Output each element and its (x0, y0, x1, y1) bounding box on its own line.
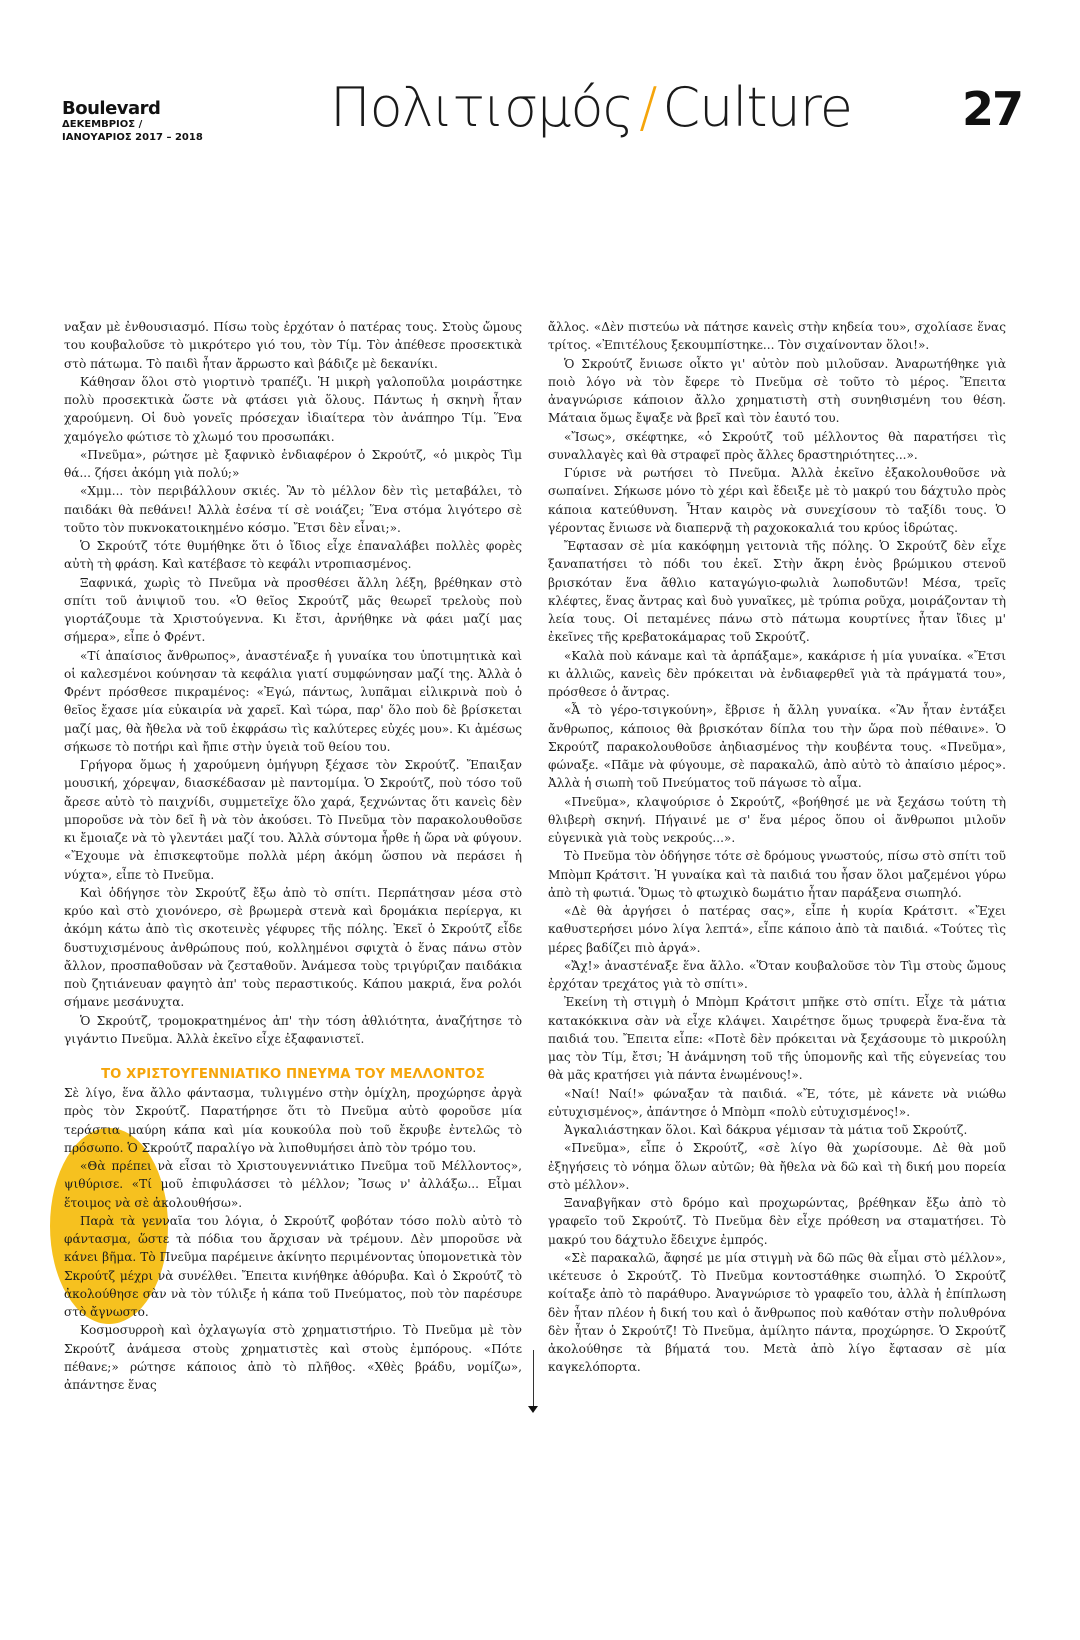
paragraph: Ὁ Σκρούτζ, τρομοκρατημένος ἀπ' τὴν τόση ἀθλιότητα, ἀναζήτησε τὸ γιγάντιο Πνεῦμα. Ἀλλὰ ἐκεῖνο εἶχε ἐξαφανιστεῖ. (64, 1013, 522, 1046)
issue-date-line-2: ΙΑΝΟΥΑΡΙΟΣ 2017 – 2018 (62, 131, 203, 143)
paragraph: ναξαν μὲ ἐνθουσιασμό. Πίσω τοὺς ἐρχόταν ὁ πατέρας τους. Στοὺς ὤμους του κουβαλοῦσε τὸ μικρότερο γιό του, τὸν Τίμ. Τὸν ἀπέθεσε προσεκτικὰ στὸ πάτωμα. Τὸ παιδὶ ἦταν ἄρρωστο καὶ βάδιζε μὲ δεκανίκι. (64, 320, 522, 371)
paragraph: Ξαφνικά, χωρὶς τὸ Πνεῦμα νὰ προσθέσει ἄλλη λέξη, βρέθηκαν στὸ σπίτι τοῦ ἀνιψιοῦ του. «Ὁ θεῖος Σκρούτζ μᾶς θεωρεῖ τρελοὺς ποὺ γιορτάζουμε τὰ Χριστούγεννα. Κι ἔτσι, ἀρνήθηκε νὰ φάει μαζί μας σήμερα», εἶπε ὁ Φρέντ. (64, 575, 522, 645)
paragraph: «Θὰ πρέπει νὰ εἶσαι τὸ Χριστουγεννιάτικο Πνεῦμα τοῦ Μέλλοντος», ψιθύρισε. «Τί μοῦ ἐπιφυλάσσει τὸ μέλλον; Ἴσως ν' ἀλλάξω... Εἶμαι ἕτοιμος νὰ σὲ ἀκολουθήσω». (64, 1159, 522, 1210)
section-subheading: ΤΟ ΧΡΙΣΤΟΥΓΕΝΝΙΑΤΙΚΟ ΠΝΕΥΜΑ ΤΟΥ ΜΕΛΛΟΝΤΟΣ (101, 1067, 485, 1082)
paragraph: Ὁ Σκρούτζ τότε θυμήθηκε ὅτι ὁ ἴδιος εἶχε ἐπαναλάβει πολλὲς φορὲς αὐτὴ τὴ φράση. Καὶ κατέβασε τὸ κεφάλι ντροπιασμένος. (64, 539, 522, 572)
dropcap-block (64, 1084, 522, 1394)
paragraph: «Σὲ παρακαλῶ, ἄφησέ με μία στιγμὴ νὰ δῶ πῶς θὰ εἶμαι στὸ μέλλον», ικέτευσε ὁ Σκρούτζ. Τὸ Πνεῦμα κοντοστάθηκε σιωπηλό. Ὁ Σκρούτζ κοίταξε ἀπὸ τὸ παράθυρο. Ἀναγνώρισε τὸ γραφεῖο του, ἀλλὰ ἡ ἐπίπλωση δὲν ἦταν πλέον ἡ δική του καὶ ὁ ἄνθρωπος ποὺ καθόταν στὴν πολυθρόνα δὲν ἦταν ὁ Σκρούτζ! Τὸ Πνεῦμα, ἀμίλητο πάντα, προχώρησε. Ὁ Σκρούτζ ἀκολούθησε τὰ βήματά του. Μετὰ ἀπὸ λίγο ἔφτασαν σὲ μία καγκελόπορτα. (548, 1250, 1006, 1375)
page-number: 27 (961, 82, 1022, 136)
paragraph: «Ἴσως», σκέφτηκε, «ὁ Σκρούτζ τοῦ μέλλοντος θὰ παρατήσει τὶς συναλλαγὲς καὶ θὰ στραφεῖ πρὸς ἄλλες δραστηριότητες...». (548, 429, 1006, 462)
paragraph: «Πνεῦμα», εἶπε ὁ Σκρούτζ, «σὲ λίγο θὰ χωρίσουμε. Δὲ θὰ μοῦ ἐξηγήσεις τὸ νόημα ὅλων αὐτῶν; θὰ ἤθελα νὰ δῶ καὶ τὴ δική μου πορεία στὸ μέλλον». (548, 1141, 1006, 1192)
paragraph: Ξαναβγῆκαν στὸ δρόμο καὶ προχωρώντας, βρέθηκαν ἔξω ἀπὸ τὸ γραφεῖο τοῦ Σκρούτζ. Τὸ Πνεῦμα δὲν εἶχε πρόθεση να σταματήσει. Τὸ μακρύ του δάχτυλο ἔδειχνε ἐμπρός. (548, 1196, 1006, 1247)
article-column-left (64, 318, 522, 1394)
paragraph: «Ἄχ!» ἀναστέναξε ἕνα ἄλλο. «Ὅταν κουβαλοῦσε τὸν Τὶμ στοὺς ὤμους ἐρχόταν τρεχάτος γιὰ τὸ σπίτι». (548, 958, 1006, 991)
paragraph: «Χμμ... τὸν περιβάλλουν σκιές. Ἂν τὸ μέλλον δὲν τὶς μεταβάλει, τὸ παιδάκι θὰ πεθάνει! Ἀλλὰ ἐσένα τί σὲ νοιάζει; Ἕνα στόμα λιγότερο σὲ τοῦτο τὸν πυκνοκατοικημένο κόσμο. Ἔτσι δὲν εἶναι;». (64, 484, 522, 535)
column-divider-line (533, 1350, 534, 1408)
paragraph: «Τί ἀπαίσιος ἄνθρωπος», ἀναστέναξε ἡ γυναίκα του ὑποτιμητικὰ καὶ οἱ καλεσμένοι κούνησαν τὰ κεφάλια γιατί συμφώνησαν μαζί της. Ἀλλὰ ὁ Φρέντ πρόσθεσε πικραμένος: «Ἐγώ, πάντως, λυπᾶμαι εἰλικρινὰ ποὺ ὁ θεῖος ἔχασε μία εὐκαιρία νὰ χαρεῖ. Καὶ τώρα, παρ' ὅλο ποὺ δὲ βρίσκεται μαζί μας, θὰ ἤθελα νὰ τοῦ ἐκφράσω τὶς καλύτερες εὐχές μου». Κι ἀμέσως σήκωσε τὸ ποτήρι καὶ ἤπιε στὴν ὑγειὰ τοῦ θείου του. (64, 648, 522, 754)
paragraph: Ἀγκαλιάστηκαν ὅλοι. Καὶ δάκρυα γέμισαν τὰ μάτια τοῦ Σκρούτζ. (564, 1123, 968, 1137)
paragraph: Παρὰ τὰ γενναῖα του λόγια, ὁ Σκρούτζ φοβόταν τόσο πολὺ αὐτὸ τὸ φάντασμα, ὥστε τὰ πόδια του ἄρχισαν νὰ τρέμουν. Δὲν μποροῦσε νὰ κάνει βῆμα. Τὸ Πνεῦμα παρέμεινε ἀκίνητο περιμένοντας ὑπομονετικὰ τὸν Σκρούτζ μέχρι νὰ συνέλθει. Ἔπειτα κινήθηκε ἀθόρυβα. Καὶ ὁ Σκρούτζ τὸ ἀκολούθησε σὰν νὰ τὸν τύλιξε ἡ κάπα τοῦ Πνεύματος, ποὺ τὸν παρέσυρε στὸ ἄγνωστο. (64, 1213, 522, 1319)
section-title-greek: Πολιτισμός (330, 76, 634, 139)
section-title-english: Culture (662, 76, 853, 139)
paragraph: Σὲ λίγο, ἕνα ἄλλο φάντασμα, τυλιγμένο στὴν ὁμίχλη, προχώρησε ἀργὰ πρὸς τὸν Σκρούτζ. Παρατήρησε ὅτι τὸ Πνεῦμα αὐτὸ φοροῦσε μία τεράστια μαύρη κάπα καὶ μία κουκούλα ποὺ τοῦ ἔκρυβε ἐντελῶς τὸ πρόσωπο. Ὁ Σκρούτζ παραλίγο νὰ λιποθυμήσει ἀπὸ τὸν τρόμο του. (64, 1086, 522, 1155)
section-title-slash: / (639, 76, 657, 139)
paragraph: «Ἆ τὸ γέρο-τσιγκούνη», ἔβρισε ἡ ἄλλη γυναίκα. «Ἂν ἦταν ἐντάξει ἄνθρωπος, κάποιος θὰ βρισκόταν δίπλα του τὴν ὥρα ποὺ πέθαινε». Ὁ Σκρούτζ παρακολουθοῦσε ἀηδιασμένος τὴν κουβέντα τους. «Πνεῦμα», φώναξε. «Πᾶμε νὰ φύγουμε, σὲ παρακαλῶ, ἀπὸ αὐτὸ τὸ ἀπαίσιο μέρος». Ἀλλὰ ἡ σιωπὴ τοῦ Πνεύματος τοῦ πάγωσε τὸ αἷμα. (548, 703, 1006, 791)
paragraph: Κάθησαν ὅλοι στὸ γιορτινὸ τραπέζι. Ἡ μικρὴ γαλοποῦλα μοιράστηκε πολὺ προσεκτικὰ ὥστε νὰ φτάσει γιὰ ὅλους. Πάντως ἡ σκηνὴ ἦταν χαρούμενη. Οἱ δυὸ γονεῖς πρόσεχαν ἰδιαίτερα τὸν ἀνάπηρο Τίμ. Ἕνα χαμόγελο φώτισε τὸ χλωμό του προσωπάκι. (64, 374, 522, 444)
paragraph: Ὁ Σκρούτζ ἔνιωσε οἶκτο γι' αὐτὸν ποὺ μιλοῦσαν. Ἀναρωτήθηκε γιὰ ποιὸ λόγο νὰ τὸν ἔφερε τὸ Πνεῦμα σὲ τοῦτο τὸ μέρος. Ἔπειτα ἀναγνώρισε κάποιον ἄλλο χρηματιστὴ στὴ συνηθισμένη του θέση. Μάταια ὅμως ἔψαξε νὰ βρεῖ καὶ τὸν ἑαυτό του. (548, 356, 1006, 426)
paragraph: «Πνεῦμα», κλαψούρισε ὁ Σκρούτζ, «βοήθησέ με νὰ ξεχάσω τούτη τὴ θλιβερὴ σκηνή. Πήγαινέ με σ' ἕνα μέρος ὅπου οἱ ἄνθρωποι μιλοῦν εὐγενικὰ γιὰ τοὺς νεκρούς...». (548, 794, 1006, 845)
paragraph: Γρήγορα ὅμως ἡ χαρούμενη ὁμήγυρη ξέχασε τὸν Σκρούτζ. Ἔπαιξαν μουσική, χόρεψαν, διασκέδασαν μὲ παντομίμα. Ὁ Σκρούτζ, ποὺ τόσο τοῦ ἄρεσε αὐτὸ τὸ παιχνίδι, συμμετεῖχε ὅλο χαρά, ξεχνώντας ὅτι κανεὶς δὲν μποροῦσε νὰ τὸν δεῖ ἢ νὰ τὸν ἀκούσει. Τὸ Πνεῦμα τὸν παρακολουθοῦσε κι ἔμοιαζε νὰ τὸ γλεντάει μαζί του. Ἀλλὰ σύντομα ἦρθε ἡ ὥρα νὰ φύγουν. «Ἔχουμε νὰ ἐπισκεφτοῦμε πολλὰ μέρη ἀκόμη ὥσπου νὰ περάσει ἡ νύχτα», εἶπε τὸ Πνεῦμα. (64, 758, 522, 882)
paragraph: Κοσμοσυρροὴ καὶ ὀχλαγωγία στὸ χρηματιστήριο. Τὸ Πνεῦμα μὲ τὸν Σκρούτζ ἀνάμεσα στοὺς χρηματιστὲς καὶ στοὺς ἐμπόρους. «Πότε πέθανε;» ρώτησε κάποιος ἀπὸ τὸ πλῆθος. «Χθὲς βράδυ, νομίζω», ἀπάντησε ἕνας (64, 1323, 522, 1392)
paragraph: Τὸ Πνεῦμα τὸν ὁδήγησε τότε σὲ δρόμους γνωστούς, πίσω στὸ σπίτι τοῦ Μπὸμπ Κράτσιτ. Ἡ γυναίκα καὶ τὰ παιδιά του ἦσαν ὅλοι μαζεμένοι γύρω ἀπὸ τὴ φωτιά. Ὅμως τὸ φτωχικὸ δωμάτιο ἦταν παράξενα σιωπηλό. (548, 849, 1006, 900)
issue-date-line-1: ΔΕΚΕΜΒΡΙΟΣ / (62, 119, 143, 130)
section-title (330, 78, 852, 138)
masthead (62, 100, 222, 143)
paragraph: «Πνεῦμα», ρώτησε μὲ ξαφνικὸ ἐνδιαφέρον ὁ Σκρούτζ, «ὁ μικρὸς Τὶμ θά... ζήσει ἀκόμη γιὰ πολύ;» (64, 447, 522, 480)
article-column-right (548, 318, 1006, 1377)
paragraph: Ἔφτασαν σὲ μία κακόφημη γειτονιὰ τῆς πόλης. Ὁ Σκρούτζ δὲν εἶχε ξαναπατήσει τὸ πόδι του ἐκεῖ. Στὴν ἄκρη ἑνὸς βρώμικου στενοῦ βρισκόταν ἕνα ἄθλιο καταγώγιο-φωλιὰ λωποδυτῶν! Μέσα, τρεῖς κλέφτες, ἕνας ἄντρας καὶ δυὸ γυναῖκες, μὲ τρύπια ροῦχα, μοιράζονταν τὴ λεία τους. Οἱ πεταμένες πάνω στὸ πάτωμα κουρτίνες ἦταν ἴδιες μ' ἐκεῖνες τῆς κρεβατοκάμαρας τοῦ Σκρούτζ. (548, 539, 1006, 645)
paragraph: «Ναί! Ναί!» φώναξαν τὰ παιδιά. «Ἔ, τότε, μὲ κάνετε νὰ νιώθω εὐτυχισμένος», ἀπάντησε ὁ Μπὸμπ «πολὺ εὐτυχισμένος!». (548, 1086, 1006, 1119)
paragraph: Ἐκείνη τὴ στιγμὴ ὁ Μπὸμπ Κράτσιτ μπῆκε στὸ σπίτι. Εἶχε τὰ μάτια κατακόκκινα σὰν νὰ εἶχε κλάψει. Χαιρέτησε ὅμως τρυφερὰ ἕνα-ἕνα τὰ παιδιά του. Ἔπειτα εἶπε: «Ποτὲ δὲν πρόκειται νὰ ξεχάσουμε τὸ μικρούλη μας τὸν Τίμ, ἔτσι; Ἡ ἀνάμνηση τοῦ τῆς ὑπομονῆς καὶ τῆς εὐγενείας του θὰ μᾶς κρατήσει γιὰ πάντα ἑνωμένους!». (548, 995, 1006, 1083)
paragraph: «Καλὰ ποὺ κάναμε καὶ τὰ ἁρπάξαμε», κακάρισε ἡ μία γυναίκα. «Ἔτσι κι ἀλλιῶς, κανεὶς δὲν πρόκειται νὰ ἐνδιαφερθεῖ γιὰ τὰ πράγματά του», πρόσθεσε ὁ ἄντρας. (548, 648, 1006, 699)
dropcap-text (64, 1084, 522, 1394)
paragraph: «Δὲ θὰ ἀργήσει ὁ πατέρας σας», εἶπε ἡ κυρία Κράτσιτ. «Ἔχει καθυστερήσει μόνο λίγα λεπτά», εἶπε κάποιο ἀπὸ τὰ παιδιά. «Τούτες τὶς μέρες βαδίζει πιὸ ἀργά». (548, 904, 1006, 955)
continue-arrow-icon (528, 1406, 538, 1413)
paragraph: Γύρισε νὰ ρωτήσει τὸ Πνεῦμα. Ἀλλὰ ἐκεῖνο ἐξακολουθοῦσε νὰ σωπαίνει. Σήκωσε μόνο τὸ χέρι καὶ ἔδειξε μὲ τὸ μακρύ του δάχτυλο πρὸς κάποια κατεύθυνση. Ἦταν καιρὸς νὰ συνεχίσουν τὸ ταξίδι τους. Ὁ γέροντας ἔνιωσε νὰ διαπερνᾷ τὴ ραχοκοκαλιά του κρύος ἱδρώτας. (548, 466, 1006, 535)
brand-logo: Boulevard (62, 98, 161, 119)
paragraph: Καὶ ὁδήγησε τὸν Σκρούτζ ἔξω ἀπὸ τὸ σπίτι. Περπάτησαν μέσα στὸ κρύο καὶ στὸ χιονόνερο, σὲ βρωμερὰ στενὰ καὶ δρομάκια περίεργα, κι ἀκόμη κάτω ἀπὸ τὶς σκοτεινὲς γέφυρες τῆς πόλης. Ἐκεῖ ὁ Σκρούτζ εἶδε δυστυχισμένους ἀνθρώπους πού, κολλημένοι σφιχτὰ ὁ ἕνας πάνω στὸν ἄλλον, προσπαθοῦσαν νὰ ζεσταθοῦν. Ἀνάμεσα τοὺς τριγύριζαν παιδάκια ποὺ ζητιάνευαν φαγητὸ ἀπ' τοὺς περαστικούς. Κάπου μακριά, ἕνα ρολόι σήμανε μεσάνυχτα. (64, 885, 522, 1010)
paragraph: ἄλλος. «Δὲν πιστεύω νὰ πάτησε κανεὶς στὴν κηδεία του», σχολίασε ἕνας τρίτος. «Ἐπιτέλους ξεκουμπίστηκε... Τὸν σιχαίνονταν ὅλοι!». (548, 320, 1006, 353)
